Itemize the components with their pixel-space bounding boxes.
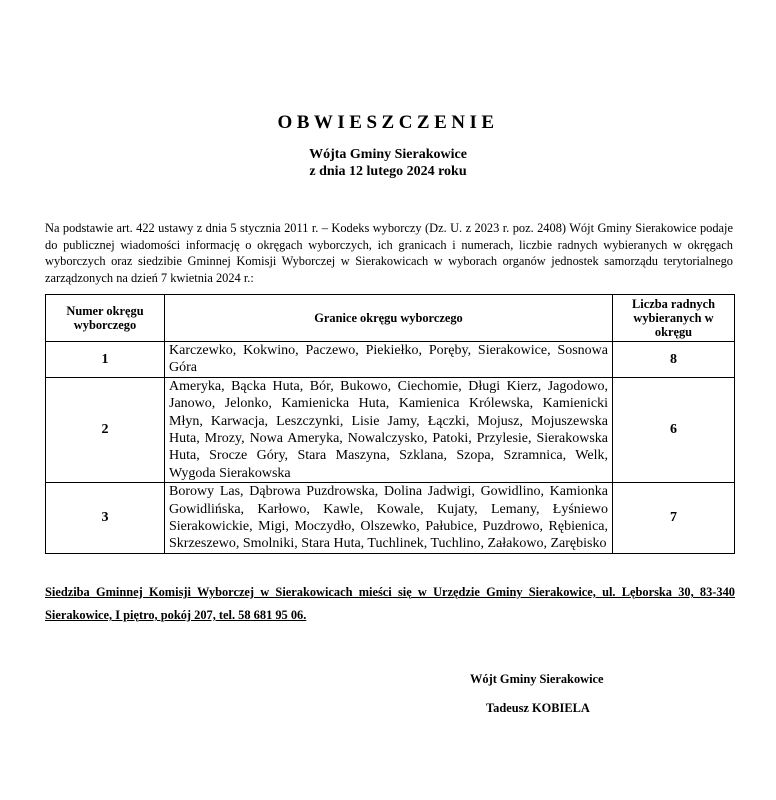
table-row (46, 342, 735, 378)
councillor-count: 8 (613, 342, 735, 378)
intro-paragraph: Na podstawie art. 422 ustawy z dnia 5 stycznia 2011 r. – Kodeks wyborczy (Dz. U. z 2023 r. poz. 2408) Wójt Gminy Sierakowice podaje do publicznej wiadomości informację o okręgach wyborczych, ich granicach i numerach, liczbie radnych wybieranych w okręgach wyborczych oraz siedzibie Gminnej Komisji Wyborczej w Sierakowicach w wyborach organów jednostek samorządu terytorialnego zarządzonych na dzień 7 kwietnia 2024 r.: (45, 221, 733, 285)
district-boundaries: Karczewko, Kokwino, Paczewo, Piekiełko, Poręby, Sierakowice, Sosnowa Góra (165, 342, 613, 378)
district-number: 3 (46, 483, 165, 554)
header-district-boundaries: Granice okręgu wyborczego (165, 295, 613, 342)
electoral-districts-table (45, 294, 735, 554)
councillor-count: 6 (613, 377, 735, 482)
document-title: OBWIESZCZENIE (277, 112, 499, 133)
table-row (46, 483, 735, 554)
signature-name: Tadeusz KOBIELA (486, 701, 590, 715)
signature-role: Wójt Gminy Sierakowice (470, 672, 604, 686)
table-row (46, 377, 735, 482)
header-councillor-count: Liczba radnych wybieranych w okręgu (613, 295, 735, 342)
district-boundaries: Borowy Las, Dąbrowa Puzdrowska, Dolina Jadwigi, Gowidlino, Kamionka Gowidlińska, Karłowo, Kawle, Kowale, Kujaty, Lemany, Łyśniewo Sierakowickie, Migi, Moczydło, Olszewko, Pałubice, Puzdrowo, Rębienica, Skrzeszewo, Smolniki, Stara Huta, Tuchlinek, Tuchlino, Załakowo, Zarębisko (165, 483, 613, 554)
district-number: 1 (46, 342, 165, 378)
councillor-count: 7 (613, 483, 735, 554)
subtitle-issuer: Wójta Gminy Sierakowice (309, 147, 467, 162)
subtitle-date: z dnia 12 lutego 2024 roku (309, 164, 467, 179)
commission-seat-notice: Siedziba Gminnej Komisji Wyborczej w Sierakowicach mieści się w Urzędzie Gminy Sierakowice, ul. Lęborska 30, 83-340 Sierakowice, I piętro, pokój 207, tel. 58 681 95 06. (45, 585, 735, 622)
table-header-row (46, 295, 735, 342)
header-district-number: Numer okręgu wyborczego (46, 295, 165, 342)
district-number: 2 (46, 377, 165, 482)
document-subtitle (0, 146, 776, 180)
district-boundaries: Ameryka, Bącka Huta, Bór, Bukowo, Ciechomie, Długi Kierz, Jagodowo, Janowo, Jelonko, Kamienicka Huta, Kamienica Królewska, Kamienicki Młyn, Karwacja, Leszczynki, Lisie Jamy, Łączki, Mojusz, Mojuszewska Huta, Mrozy, Nowa Ameryka, Nowalczysko, Patoki, Przylesie, Sierakowska Huta, Srocze Góry, Stara Maszyna, Szklana, Szopa, Szramnica, Welk, Wygoda Sierakowska (165, 377, 613, 482)
